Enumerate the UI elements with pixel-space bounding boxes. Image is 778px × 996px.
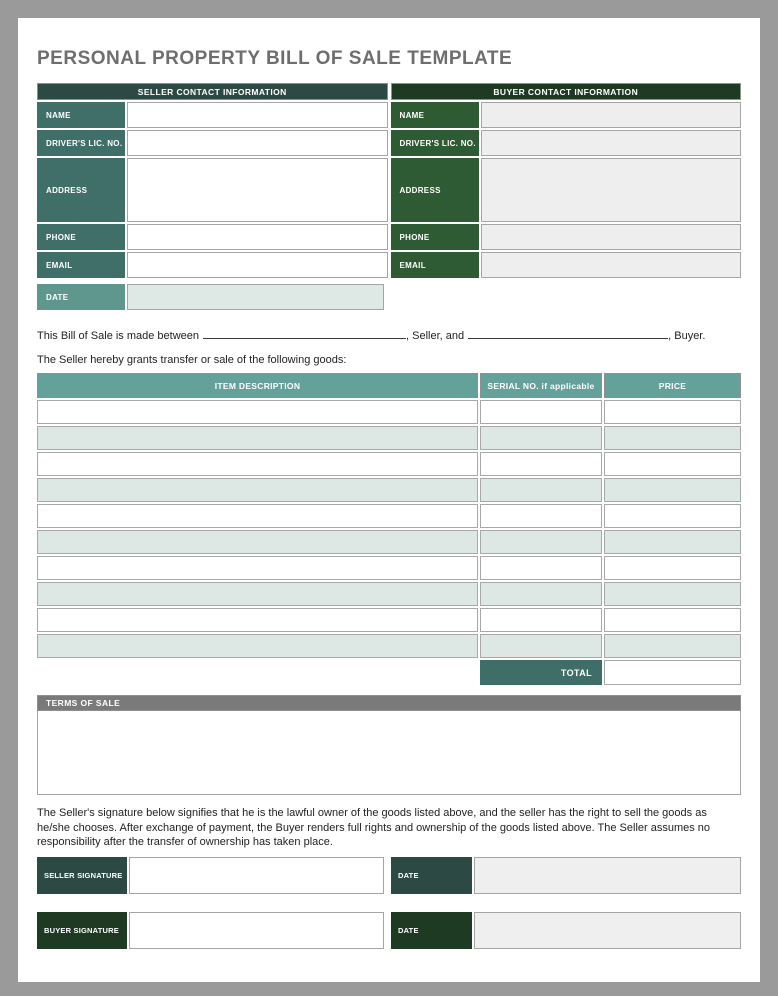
buyer-signature-gap bbox=[386, 912, 389, 949]
closing-paragraph: The Seller's signature below signifies that he is the lawful owner of the goods listed above, and the seller has the right to sell the goods as he/she chooses. After exchange of payment, the Buyer renders full rights and ownership of the goods listed above. The Seller assumes no responsibility after the transfer of ownership has taken place. bbox=[37, 807, 711, 849]
buyer-name-blank[interactable] bbox=[468, 327, 668, 339]
seller-license-label: DRIVER'S LIC. NO. bbox=[37, 130, 125, 156]
goods-cell-r6-c3[interactable] bbox=[604, 530, 741, 554]
made-between-part1: This Bill of Sale is made between bbox=[37, 330, 200, 342]
goods-cell-r2-c2[interactable] bbox=[480, 426, 602, 450]
terms-of-sale-field[interactable] bbox=[37, 711, 741, 795]
made-between-part2: , Seller, and bbox=[406, 330, 465, 342]
contact-section bbox=[37, 83, 741, 278]
goods-table bbox=[37, 373, 741, 658]
seller-email-label: EMAIL bbox=[37, 252, 125, 278]
buyer-phone-field[interactable] bbox=[481, 224, 742, 250]
seller-signature-gap bbox=[386, 857, 389, 894]
buyer-license-label: DRIVER'S LIC. NO. bbox=[391, 130, 479, 156]
goods-cell-r5-c3[interactable] bbox=[604, 504, 741, 528]
goods-cell-r2-c1[interactable] bbox=[37, 426, 478, 450]
goods-cell-r3-c3[interactable] bbox=[604, 452, 741, 476]
goods-cell-r10-c3[interactable] bbox=[604, 634, 741, 658]
buyer-contact-header: BUYER CONTACT INFORMATION bbox=[391, 83, 742, 100]
seller-date-label: DATE bbox=[37, 284, 125, 310]
goods-cell-r5-c1[interactable] bbox=[37, 504, 478, 528]
seller-signature-label: SELLER SIGNATURE bbox=[37, 857, 127, 894]
goods-cell-r10-c2[interactable] bbox=[480, 634, 602, 658]
goods-cell-r3-c2[interactable] bbox=[480, 452, 602, 476]
buyer-address-label: ADDRESS bbox=[391, 158, 479, 222]
goods-cell-r4-c2[interactable] bbox=[480, 478, 602, 502]
goods-cell-r10-c1[interactable] bbox=[37, 634, 478, 658]
page-title: PERSONAL PROPERTY BILL OF SALE TEMPLATE bbox=[37, 48, 513, 69]
seller-contact-header: SELLER CONTACT INFORMATION bbox=[37, 83, 388, 100]
goods-cell-r6-c2[interactable] bbox=[480, 530, 602, 554]
made-between-part3: , Buyer. bbox=[668, 330, 706, 342]
buyer-signature-label: BUYER SIGNATURE bbox=[37, 912, 127, 949]
goods-cell-r8-c1[interactable] bbox=[37, 582, 478, 606]
buyer-signature-row bbox=[37, 912, 741, 949]
goods-cell-r9-c3[interactable] bbox=[604, 608, 741, 632]
goods-cell-r6-c1[interactable] bbox=[37, 530, 478, 554]
total-value-field[interactable] bbox=[604, 660, 741, 685]
goods-cell-r3-c1[interactable] bbox=[37, 452, 478, 476]
goods-cell-r1-c3[interactable] bbox=[604, 400, 741, 424]
terms-of-sale-header: TERMS OF SALE bbox=[37, 695, 741, 711]
seller-address-field[interactable] bbox=[127, 158, 388, 222]
buyer-email-field[interactable] bbox=[481, 252, 742, 278]
seller-signature-row bbox=[37, 857, 741, 894]
goods-cell-r7-c1[interactable] bbox=[37, 556, 478, 580]
made-between-sentence bbox=[37, 327, 741, 342]
seller-date-row bbox=[37, 284, 384, 310]
buyer-address-field[interactable] bbox=[481, 158, 742, 222]
goods-cell-r9-c1[interactable] bbox=[37, 608, 478, 632]
goods-cell-r1-c1[interactable] bbox=[37, 400, 478, 424]
goods-cell-r7-c2[interactable] bbox=[480, 556, 602, 580]
seller-signature-date-field[interactable] bbox=[474, 857, 741, 894]
buyer-name-field[interactable] bbox=[481, 102, 742, 128]
seller-name-blank[interactable] bbox=[203, 327, 406, 339]
document-sheet bbox=[18, 18, 760, 982]
seller-phone-field[interactable] bbox=[127, 224, 388, 250]
seller-license-field[interactable] bbox=[127, 130, 388, 156]
seller-address-label: ADDRESS bbox=[37, 158, 125, 222]
seller-date-field[interactable] bbox=[127, 284, 384, 310]
buyer-email-label: EMAIL bbox=[391, 252, 479, 278]
goods-col-item-description: ITEM DESCRIPTION bbox=[37, 373, 478, 398]
goods-total-row bbox=[37, 660, 741, 685]
goods-cell-r5-c2[interactable] bbox=[480, 504, 602, 528]
seller-contact-table bbox=[37, 83, 388, 278]
goods-col-price: PRICE bbox=[604, 373, 741, 398]
goods-col-serial-no: SERIAL NO. if applicable bbox=[480, 373, 602, 398]
seller-name-field[interactable] bbox=[127, 102, 388, 128]
buyer-license-field[interactable] bbox=[481, 130, 742, 156]
goods-cell-r4-c1[interactable] bbox=[37, 478, 478, 502]
buyer-phone-label: PHONE bbox=[391, 224, 479, 250]
goods-cell-r1-c2[interactable] bbox=[480, 400, 602, 424]
goods-cell-r8-c2[interactable] bbox=[480, 582, 602, 606]
buyer-signature-date-field[interactable] bbox=[474, 912, 741, 949]
goods-cell-r8-c3[interactable] bbox=[604, 582, 741, 606]
seller-signature-date-label: DATE bbox=[391, 857, 472, 894]
buyer-signature-date-label: DATE bbox=[391, 912, 472, 949]
seller-phone-label: PHONE bbox=[37, 224, 125, 250]
goods-cell-r9-c2[interactable] bbox=[480, 608, 602, 632]
goods-cell-r4-c3[interactable] bbox=[604, 478, 741, 502]
buyer-signature-field[interactable] bbox=[129, 912, 384, 949]
seller-signature-field[interactable] bbox=[129, 857, 384, 894]
total-label: TOTAL bbox=[480, 660, 602, 685]
goods-cell-r2-c3[interactable] bbox=[604, 426, 741, 450]
grant-sentence: The Seller hereby grants transfer or sale of the following goods: bbox=[37, 354, 347, 366]
buyer-contact-table bbox=[391, 83, 742, 278]
goods-cell-r7-c3[interactable] bbox=[604, 556, 741, 580]
total-row-spacer bbox=[37, 660, 478, 685]
seller-email-field[interactable] bbox=[127, 252, 388, 278]
buyer-name-label: NAME bbox=[391, 102, 479, 128]
seller-name-label: NAME bbox=[37, 102, 125, 128]
